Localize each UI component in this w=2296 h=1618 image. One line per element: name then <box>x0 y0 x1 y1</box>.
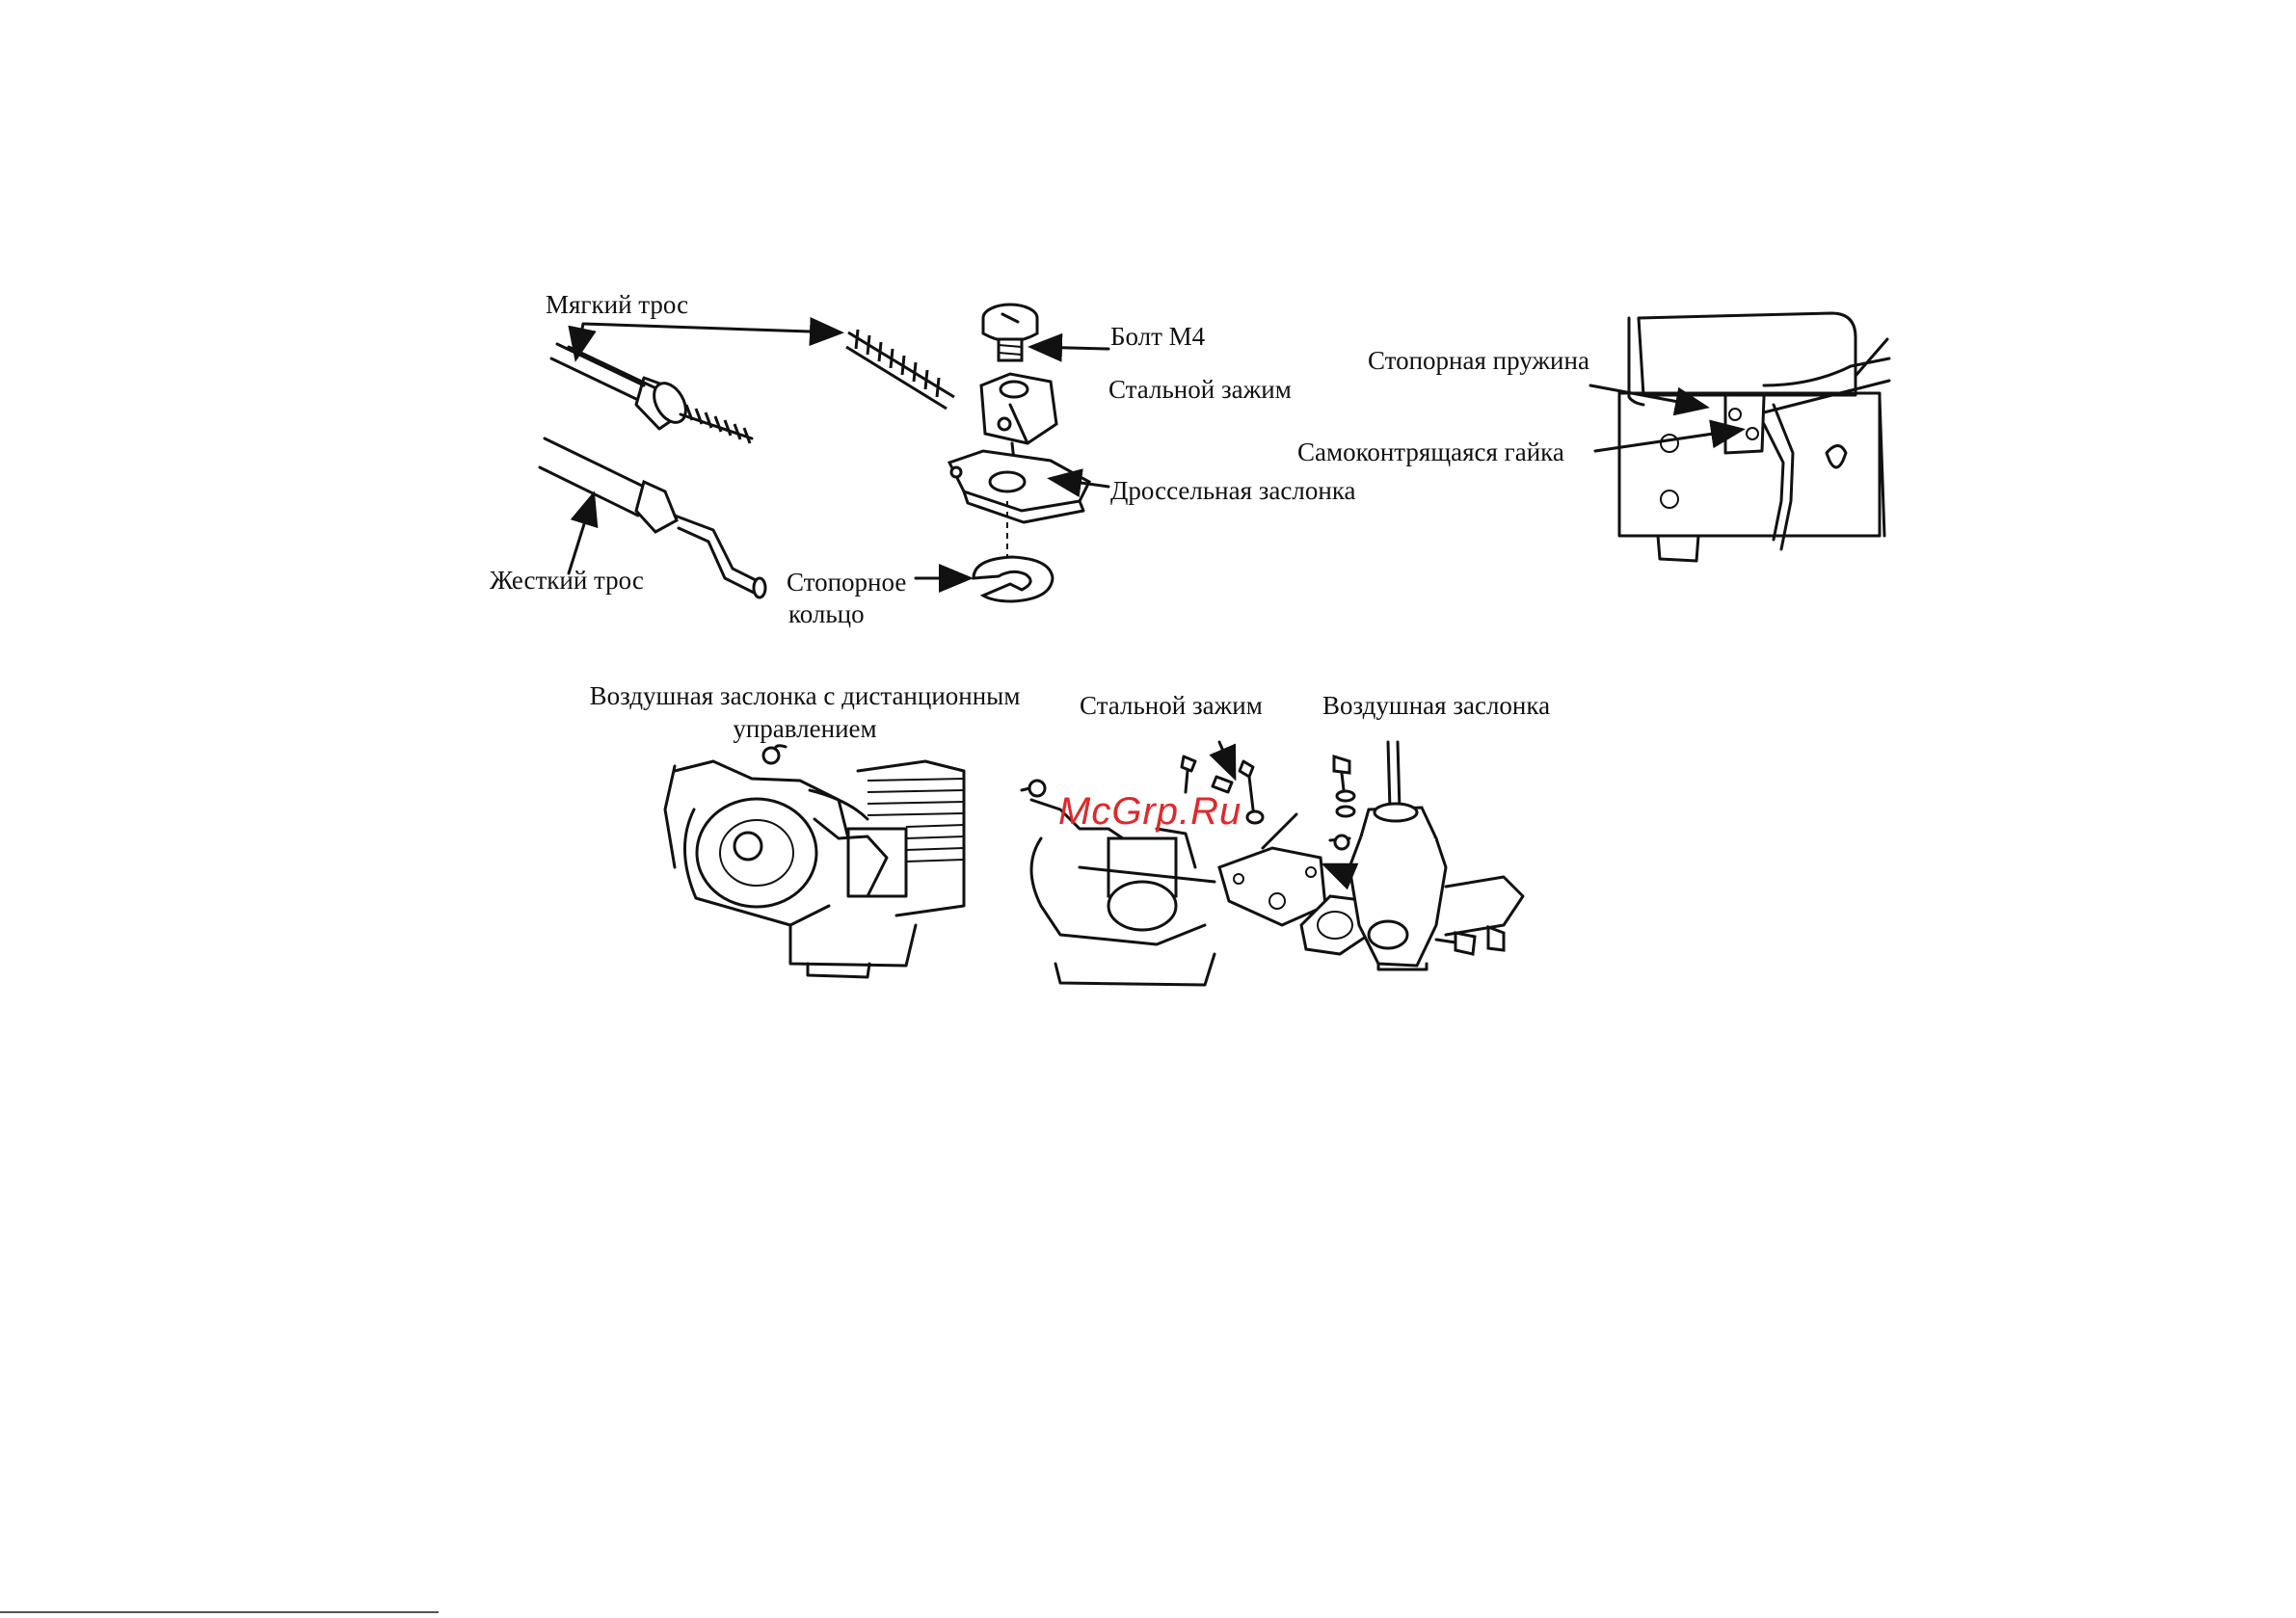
lock-ring-drawing <box>974 557 1053 601</box>
label-bolt-m4: Болт М4 <box>1110 322 1206 351</box>
footer-rule <box>0 1611 439 1613</box>
watermark: McGrp.Ru <box>1058 790 1242 833</box>
label-steel-clamp-top: Стальной зажим <box>1108 375 1292 404</box>
label-self-locking-nut: Самоконтрящаяся гайка <box>1297 438 1564 466</box>
label-lock-ring-line2: кольцо <box>788 599 865 628</box>
remote-choke-engine-drawing <box>665 746 964 977</box>
steel-clamp-drawing <box>981 374 1056 461</box>
engine-box-drawing <box>1619 313 1889 561</box>
label-rigid-cable: Жесткий трос <box>490 566 644 595</box>
label-lock-spring: Стопорная пружина <box>1368 346 1589 375</box>
label-remote-choke-line1: Воздушная заслонка с дистанционным <box>589 681 1021 710</box>
throttle-plate-drawing <box>949 451 1089 522</box>
soft-cable-piece <box>846 330 954 409</box>
bolt-m4-drawing <box>983 305 1037 360</box>
label-remote-choke-line2: управлением <box>733 714 877 743</box>
label-soft-cable: Мягкий трос <box>546 290 689 319</box>
label-throttle-valve: Дроссельная заслонка <box>1110 476 1356 505</box>
soft-cable-drawing <box>551 344 752 443</box>
label-choke-valve: Воздушная заслонка <box>1322 691 1551 720</box>
label-lock-ring-line1: Стопорное <box>787 568 907 597</box>
label-steel-clamp-bottom: Стальной зажим <box>1080 691 1263 720</box>
